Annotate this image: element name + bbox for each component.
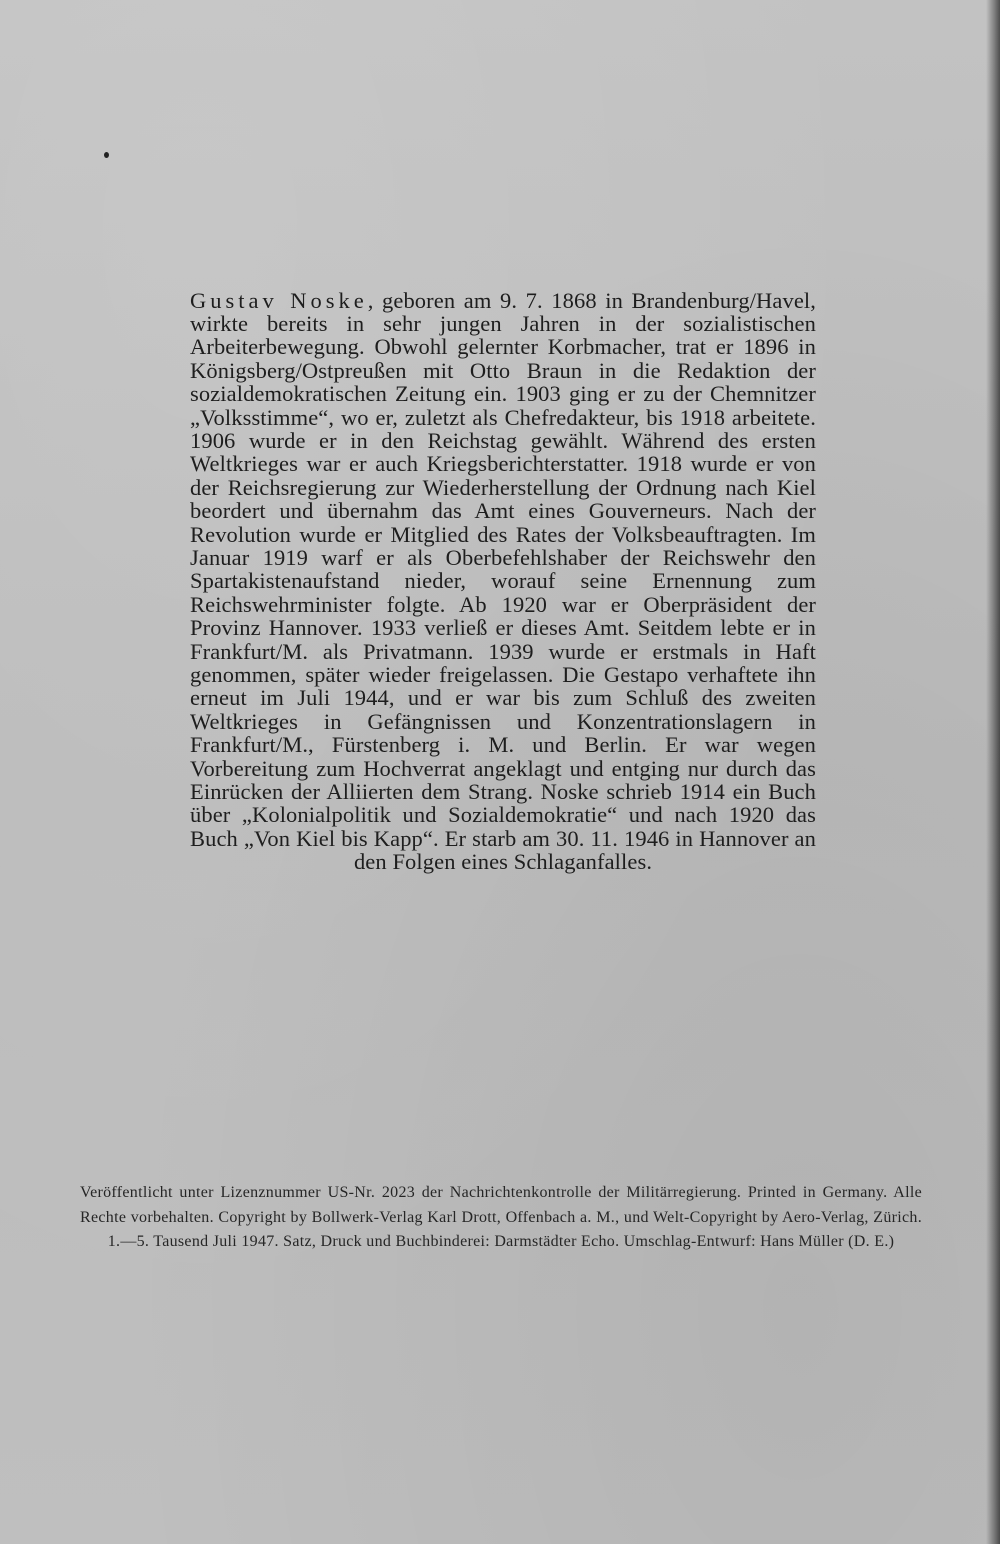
biography-name: Gustav Noske: [190, 287, 368, 313]
page-edge-shadow: [986, 0, 1000, 1544]
biography-text: , geboren am 9. 7. 1868 in Brandenburg/Havel, wirkte bereits in sehr jungen Jahren in der sozialistischen Arbeiterbewegung. Obwohl gelernter Korbmacher, trat er 1896 in Königsberg/Ostpreußen mit Otto Braun in die Redaktion der sozialdemokratischen Zeitung ein. 1903 ging er zu der Chemnitzer „Volksstimme“, wo er, zuletzt als Chefredakteur, bis 1918 arbeitete. 1906 wurde er in den Reichstag gewählt. Während des ersten Weltkrieges war er auch Kriegsberichterstatter. 1918 wurde er von der Reichsregierung zur Wiederherstellung der Ordnung nach Kiel beordert und übernahm das Amt eines Gouverneurs. Nach der Revolution wurde er Mitglied des Rates der Volksbeauftragten. Im Januar 1919 warf er als Oberbefehlshaber der Reichswehr den Spartakistenaufstand nieder, worauf seine Ernennung zum Reichswehrminister folgte. Ab 1920 war er Oberpräsident der Provinz Hannover. 1933 verließ er dieses Amt. Seitdem lebte er in Frankfurt/M. als Privatmann. 1939 wurde er erstmals in Haft genommen, später wieder freigelassen. Die Gestapo verhaftete ihn erneut im Juli 1944, und er war bis zum Schluß des zweiten Weltkrieges in Gefängnissen und Konzentrationslagern in Frankfurt/M., Fürstenberg i. M. und Berlin. Er war wegen Vorbereitung zum Hochverrat angeklagt und entging nur durch das Einrücken der Alliierten dem Strang. Noske schrieb 1914 ein Buch über „Kolonialpolitik und Sozialdemokratie“ und nach 1920 das Buch „Von Kiel bis Kapp“. Er starb am 30. 11. 1946 in Hannover an den Folgen eines Schlaganfalles.: [190, 287, 817, 875]
biography-paragraph: [190, 289, 816, 874]
ink-speck: [104, 152, 109, 158]
imprint-paragraph: Veröffentlicht unter Lizenznummer US-Nr. 2023 der Nachrichtenkontrolle der Militärregierung. Printed in Germany. Alle Rechte vorbehalten. Copyright by Bollwerk-Verlag Karl Drott, Offenbach a. M., und Welt-Copyright by Aero-Verlag, Zürich. 1.—5. Tausend Juli 1947. Satz, Druck und Buchbinderei: Darmstädter Echo. Umschlag-Entwurf: Hans Müller (D. E.): [80, 1184, 922, 1250]
